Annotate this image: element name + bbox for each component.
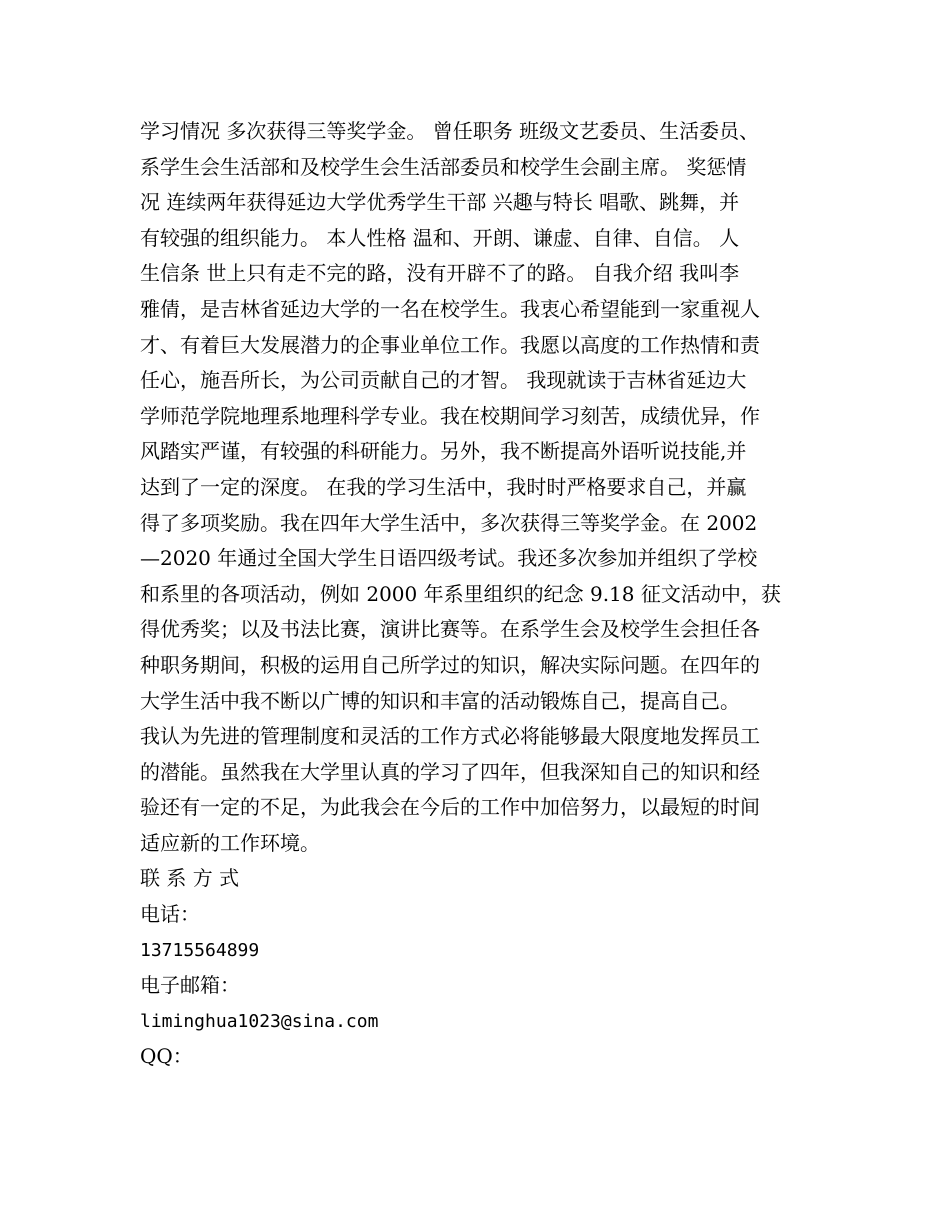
paragraph-line: 验还有一定的不足，为此我会在今后的工作中加倍努力，以最短的时间 <box>140 795 760 820</box>
email-label: 电子邮箱： <box>140 973 240 998</box>
paragraph-line: 我认为先进的管理制度和灵活的工作方式必将能够最大限度地发挥员工 <box>140 724 760 749</box>
paragraph-line: 学师范学院地理系地理科学专业。我在校期间学习刻苦，成绩优异，作 <box>140 403 760 428</box>
paragraph-line: 得优秀奖；以及书法比赛，演讲比赛等。在系学生会及校学生会担任各 <box>140 617 760 642</box>
phone-label: 电话： <box>140 902 200 927</box>
paragraph-line: 得了多项奖励。我在四年大学生活中，多次获得三等奖学金。在 2002 <box>140 510 758 535</box>
paragraph-line: 才、有着巨大发展潜力的企事业单位工作。我愿以高度的工作热情和责 <box>140 332 760 357</box>
paragraph-line: 和系里的各项活动，例如 2000 年系里组织的纪念 9.18 征文活动中，获 <box>140 581 781 606</box>
paragraph-line: 况 连续两年获得延边大学优秀学生干部 兴趣与特长 唱歌、跳舞，并 <box>140 190 740 215</box>
paragraph-line: 有较强的组织能力。 本人性格 温和、开朗、谦虚、自律、自信。 人 <box>140 225 740 250</box>
paragraph-line: 种职务期间，积极的运用自己所学过的知识，解决实际问题。在四年的 <box>140 652 760 677</box>
paragraph-line: 任心，施吾所长，为公司贡献自己的才智。 我现就读于吉林省延边大 <box>140 368 747 393</box>
paragraph-line: 雅倩，是吉林省延边大学的一名在校学生。我衷心希望能到一家重视人 <box>140 296 760 321</box>
resume-body <box>140 114 812 1075</box>
paragraph-line: —2020 年通过全国大学生日语四级考试。我还多次参加并组织了学校 <box>140 546 758 571</box>
phone-value: 13715564899 <box>140 939 260 961</box>
paragraph-line: 生信条 世上只有走不完的路，没有开辟不了的路。 自我介绍 我叫李 <box>140 261 740 286</box>
paragraph-line: 风踏实严谨，有较强的科研能力。另外，我不断提高外语听说技能,并 <box>140 439 747 464</box>
paragraph-line: 达到了一定的深度。 在我的学习生活中，我时时严格要求自己，并赢 <box>140 474 747 499</box>
qq-label: QQ： <box>140 1044 193 1069</box>
paragraph-line: 适应新的工作环境。 <box>140 830 320 855</box>
paragraph-line: 的潜能。虽然我在大学里认真的学习了四年，但我深知自己的知识和经 <box>140 759 760 784</box>
email-value: liminghua1023@sina.com <box>140 1010 379 1032</box>
paragraph-line: 学习情况 多次获得三等奖学金。 曾任职务 班级文艺委员、生活委员、 <box>140 119 760 143</box>
paragraph-line: 大学生活中我不断以广博的知识和丰富的活动锻炼自己，提高自己。 <box>140 688 740 713</box>
paragraph-line: 系学生会生活部和及校学生会生活部委员和校学生会副主席。 奖惩情 <box>140 154 747 179</box>
contact-heading: 联 系 方 式 <box>140 866 240 891</box>
